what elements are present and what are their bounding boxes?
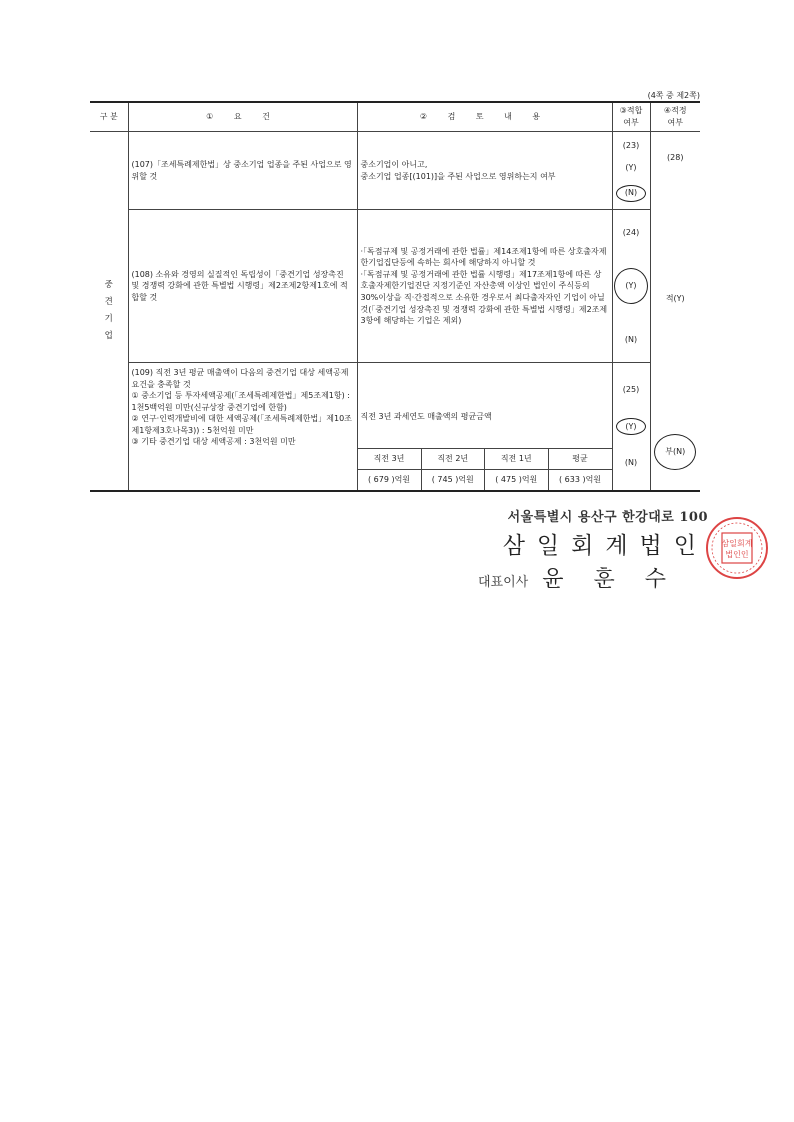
amount-header-2y: 직전 2년 (421, 449, 485, 470)
amount-value-2y: ( 745 )억원 (421, 470, 485, 491)
seal-text-line2: 법인인 (725, 550, 749, 559)
sales-amount-table (358, 448, 612, 490)
signature-block (478, 506, 708, 593)
fit-cell-107 (612, 132, 650, 210)
fit-no: (N) (624, 457, 638, 467)
amount-value-3y: ( 679 )억원 (358, 470, 422, 491)
amount-value-1y: ( 475 )억원 (485, 470, 549, 491)
header-fit (612, 102, 650, 132)
seal-text-line1: 삼일회계 (721, 539, 753, 548)
header-fit-line1: ③적합 (619, 106, 643, 116)
category-char: 견 (104, 297, 113, 307)
review-109-cell (357, 362, 612, 491)
final-cell (650, 132, 700, 492)
amount-header-1y: 직전 1년 (485, 449, 549, 470)
amount-value-avg: ( 633 )억원 (548, 470, 612, 491)
company-seal-icon (705, 516, 769, 580)
header-review: ② 검 토 내 용 (357, 102, 612, 132)
fit-cell-109 (612, 362, 650, 491)
firm-name: 삼일회계법인 (502, 533, 708, 559)
page-number-note: (4쪽 중 제2쪽) (647, 91, 700, 100)
header-final-line1: ④적정 (663, 106, 687, 116)
fit-number: (23) (622, 140, 640, 150)
ceo-title: 대표이사 (478, 575, 529, 590)
fit-yes-circled: (Y) (614, 268, 648, 304)
header-final (650, 102, 700, 132)
final-yes: 적(Y) (665, 294, 685, 303)
header-final-line2: 여부 (667, 118, 683, 127)
final-number: (28) (667, 153, 684, 162)
category-char: 기 (104, 314, 113, 324)
category-char: 업 (104, 331, 113, 341)
header-fit-line2: 여부 (623, 118, 639, 127)
fit-number: (25) (622, 385, 640, 395)
ceo-name: 윤훈수 (542, 567, 696, 592)
requirement-108: (108) 소유와 경영의 실질적인 독립성이「중견기업 성장촉진 및 경쟁력 강화에 관한 특별법 시행령」제2조제2항제1호에 적합할 것 (128, 210, 357, 363)
category-char: 중 (104, 280, 113, 290)
fit-no-circled: (N) (616, 185, 646, 202)
header-category: 구 분 (90, 102, 128, 132)
fit-number: (24) (622, 228, 640, 238)
fit-no: (N) (624, 334, 638, 344)
amount-header-avg: 평균 (548, 449, 612, 470)
ceo-line (478, 562, 708, 593)
requirement-107: (107)「조세특례제한법」상 중소기업 업종을 주된 사업으로 영위할 것 (128, 132, 357, 210)
final-no-circled: 부(N) (654, 434, 696, 470)
fit-cell-108 (612, 210, 650, 363)
amount-header-3y: 직전 3년 (358, 449, 422, 470)
fit-yes: (Y) (625, 163, 637, 173)
review-108: ·「독점규제 및 공정거래에 관한 법률」제14조제1항에 따른 상호출자제한기업집단등에 속하는 회사에 해당하지 아니할 것 ·「독점규제 및 공정거래에 관한 법률 시행령」제17조제1항에 따른 상호출자제한기업진단 지정기준인 자산총액 이상인 법인이 주식등의 30%이상을 직·간접적으로 소유한 경우로서 최다출자자인 기업이 아닐 것(「중견기업 성장촉진 및 경쟁력 강화에 관한 특별법 시행령」제2조제3항에 해당하는 기업은 제외) (357, 210, 612, 363)
mid-size-company-review-table (90, 101, 700, 492)
header-requirement: ① 요 건 (128, 102, 357, 132)
fit-yes-circled: (Y) (616, 418, 646, 435)
category-cell (90, 132, 128, 492)
requirement-109: (109) 직전 3년 평균 매출액이 다음의 중견기업 대상 세액공제 요건을 충족할 것 ① 중소기업 등 투자세액공제(「조세특례제한법」제5조제1항) : 1천5백억원 미만(신규상장 중견기업에 한함) ② 연구·인력개발비에 대한 세액공제(「조세특례제한법」제10조제1항제3호나목3)) : 5천억원 미만 ③ 기타 중견기업 대상 세액공제 : 3천억원 미만 (128, 362, 357, 491)
firm-address: 서울특별시 용산구 한강대로 100 (507, 510, 708, 525)
review-109: 직전 3년 과세연도 매출액의 평균금액 (360, 412, 492, 422)
review-107: 중소기업이 아니고, 중소기업 업종[(101)]을 주된 사업으로 영위하는지 여부 (357, 132, 612, 210)
